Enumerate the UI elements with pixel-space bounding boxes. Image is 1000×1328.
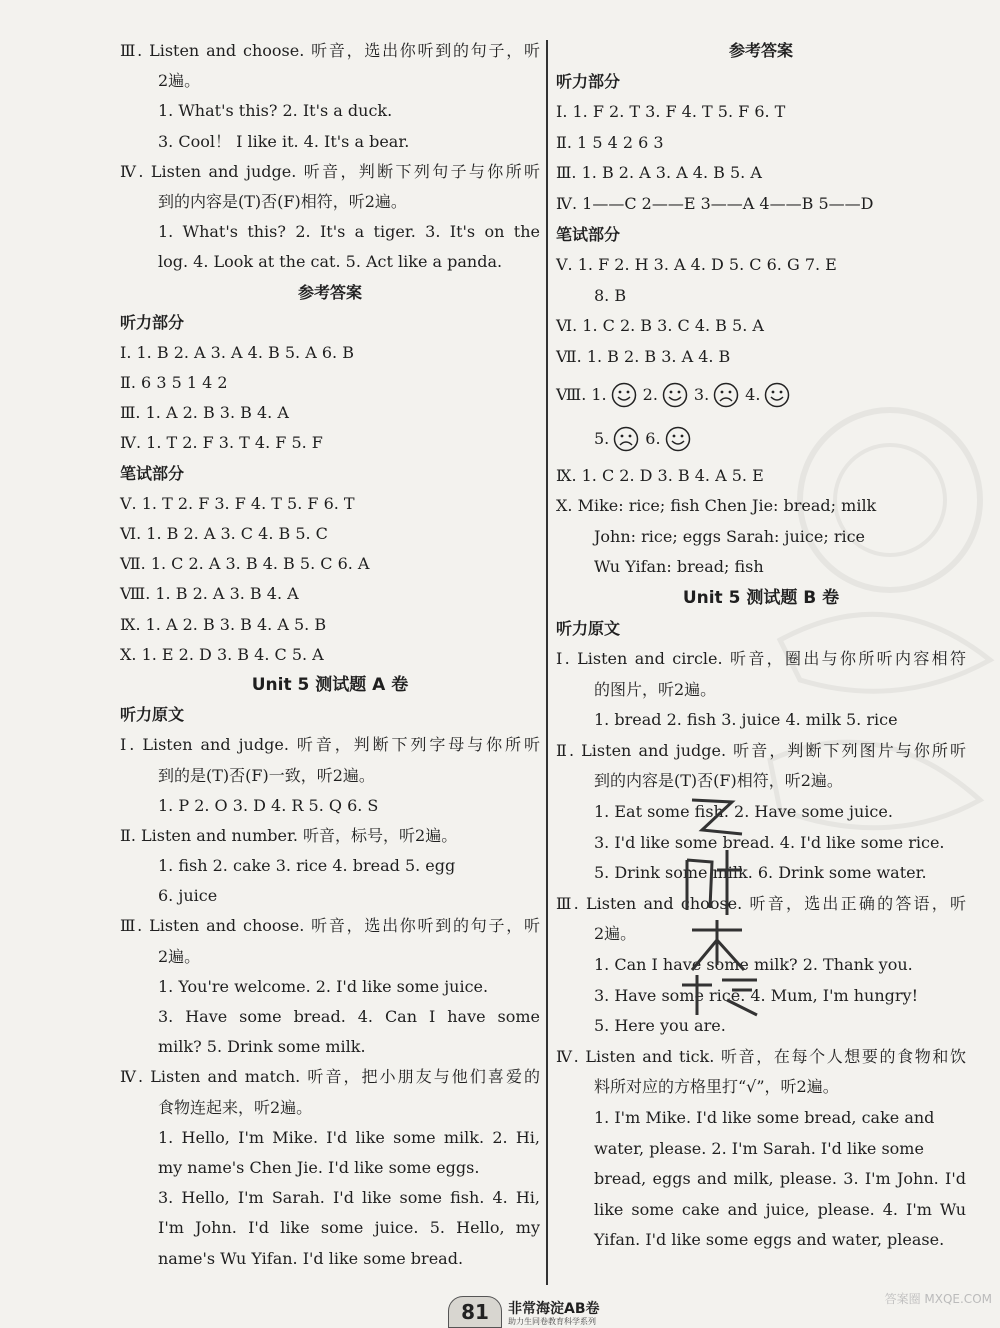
text-line: Ⅱ. 1 5 4 2 6 3 [556, 132, 664, 152]
face-answer-row [556, 373, 966, 417]
text-line: Ⅲ. 1. A 2. B 3. B 4. A [120, 403, 289, 423]
text-line: Ⅶ. 1. C 2. A 3. B 4. B 5. C 6. A [120, 554, 370, 574]
text-line: Ⅸ. 1. C 2. D 3. B 4. A 5. E [556, 465, 764, 485]
happy-face-icon [665, 426, 691, 452]
text-line: 到的内容是(T)否(F)相符，听2遍。 [158, 191, 407, 211]
text-line: 6. juice [158, 886, 218, 906]
text-line: 笔试部分 [120, 463, 185, 483]
text-line: 1. Eat some fish. 2. Have some juice. [594, 802, 893, 822]
text-line: like some cake and juice, please. 4. I'm Wu [594, 1199, 966, 1219]
text-line: I'm John. I'd like some juice. 5. Hello, my [158, 1218, 540, 1238]
text-line: my name's Chen Jie. I'd like some eggs. [158, 1157, 480, 1177]
brand-name: 非常海淀AB卷 [508, 1301, 600, 1317]
face-answer-number: 4. [745, 384, 761, 404]
text-line: Wu Yifan: bread; fish [594, 557, 764, 577]
right-column [556, 36, 966, 1256]
text-line: 8. B [594, 285, 627, 305]
text-line: Ⅰ. 1. B 2. A 3. A 4. B 5. A 6. B [120, 342, 354, 362]
face-answer-number: 6. [645, 428, 661, 448]
text-line: 1. Can I have some milk? 2. Thank you. [594, 955, 913, 975]
watermark-logo: 答案圈 MXQE.COM [884, 1292, 992, 1306]
text-line: Ⅸ. 1. A 2. B 3. B 4. A 5. B [120, 614, 327, 634]
happy-face-icon [764, 382, 790, 408]
text-line: Ⅰ. Listen and judge. 听音，判断下列字母与你所听 [120, 735, 540, 755]
text-line: 1. P 2. O 3. D 4. R 5. Q 6. S [158, 795, 379, 815]
text-line: 到的内容是(T)否(F)相符，听2遍。 [594, 771, 843, 791]
text-line: 1. bread 2. fish 3. juice 4. milk 5. rice [594, 710, 898, 730]
text-line: Ⅲ. Listen and choose. 听音，选出正确的答语，听 [556, 893, 966, 913]
text-line: Ⅵ. 1. B 2. A 3. C 4. B 5. C [120, 524, 328, 543]
text-line: water, please. 2. I'm Sarah. I'd like some [594, 1138, 924, 1158]
sad-face-icon [613, 426, 639, 452]
text-line: Ⅳ. Listen and judge. 听音，判断下列句子与你所听 [120, 161, 540, 181]
text-line: 笔试部分 [556, 224, 621, 244]
text-line: Ⅷ. 1. B 2. A 3. B 4. A [120, 584, 299, 604]
text-line: Ⅲ. Listen and choose. 听音，选出你听到的句子，听 [120, 916, 540, 936]
text-line: 3. Cool！ I like it. 4. It's a bear. [158, 131, 410, 151]
text-line: 2遍。 [158, 71, 201, 91]
face-answer-number: 5. [594, 428, 610, 448]
text-line: Ⅲ. 1. B 2. A 3. A 4. B 5. A [556, 163, 762, 183]
text-line: Unit 5 测试题 A 卷 [251, 674, 409, 695]
text-line: milk? 5. Drink some milk. [158, 1037, 366, 1057]
text-line: Ⅹ. 1. E 2. D 3. B 4. C 5. A [120, 644, 324, 664]
text-line: 1. What's this? 2. It's a duck. [158, 101, 393, 121]
text-line: 5. Here you are. [594, 1016, 726, 1036]
text-line: 听力原文 [120, 705, 185, 725]
text-line: 到的是(T)否(F)一致，听2遍。 [158, 765, 375, 785]
text-line: 2遍。 [594, 924, 637, 944]
face-answer-number: 2. [642, 384, 658, 404]
column-divider [546, 40, 548, 1285]
left-column [120, 36, 540, 1274]
text-line: 1. You're welcome. 2. I'd like some juice. [158, 976, 489, 996]
text-line: 料所对应的方格里打“√”，听2遍。 [594, 1077, 839, 1097]
text-line: 3. Hello, I'm Sarah. I'd like some fish. 4. Hi, [158, 1188, 540, 1208]
text-line: Ⅰ. Listen and circle. 听音，圈出与你所听内容相符 [556, 649, 966, 669]
text-line: Ⅳ. Listen and tick. 听音，在每个人想要的食物和饮 [556, 1046, 966, 1066]
text-line: 听力部分 [556, 71, 621, 91]
text-line: 1. fish 2. cake 3. rice 4. bread 5. egg [158, 856, 456, 876]
text-line: 参考答案 [297, 282, 362, 302]
happy-face-icon [611, 382, 637, 408]
text-line: 听力部分 [120, 312, 185, 332]
text-line: Ⅲ. Listen and choose. 听音，选出你听到的句子，听 [120, 41, 540, 60]
text-line: bread, eggs and milk, please. 3. I'm John. I'd [594, 1169, 966, 1189]
text-line: Unit 5 测试题 B 卷 [682, 587, 840, 608]
text-line: Ⅱ. Listen and number. 听音，标号，听2遍。 [120, 825, 458, 845]
text-line: 食物连起来，听2遍。 [158, 1097, 313, 1117]
text-line: Yifan. I'd like some eggs and water, please. [594, 1230, 945, 1250]
text-line: Ⅱ. Listen and judge. 听音，判断下列图片与你所听 [556, 740, 966, 760]
text-line: 5. Drink some milk. 6. Drink some water. [594, 863, 927, 883]
text-line: 听力原文 [556, 618, 621, 638]
brand-subtitle: 助力生同卷教育科学系列 [508, 1317, 596, 1326]
text-line: 2遍。 [158, 946, 201, 966]
text-line: Ⅹ. Mike: rice; fish Chen Jie: bread; milk [556, 496, 877, 516]
text-line: Ⅳ. 1. T 2. F 3. T 4. F 5. F [120, 433, 323, 453]
happy-face-icon [662, 382, 688, 408]
page-number: 81 [448, 1296, 502, 1328]
text-line: name's Wu Yifan. I'd like some bread. [158, 1248, 464, 1268]
text-line: 的图片，听2遍。 [594, 679, 717, 699]
text-line: 1. What's this? 2. It's a tiger. 3. It's on the [158, 222, 540, 242]
text-line: Ⅵ. 1. C 2. B 3. C 4. B 5. A [556, 316, 764, 336]
text-line: John: rice; eggs Sarah: juice; rice [594, 526, 866, 546]
face-answer-number: 3. [693, 384, 710, 404]
text-line: 3. I'd like some bread. 4. I'd like some rice. [594, 832, 945, 852]
text-line: Ⅴ. 1. T 2. F 3. F 4. T 5. F 6. T [120, 493, 355, 513]
text-line: 3. Have some rice. 4. Mum, I'm hungry! [594, 985, 919, 1005]
text-line: Ⅰ. 1. F 2. T 3. F 4. T 5. F 6. T [556, 102, 786, 122]
text-line: Ⅴ. 1. F 2. H 3. A 4. D 5. C 6. G 7. E [556, 255, 837, 275]
text-line: 1. Hello, I'm Mike. I'd like some milk. 2. Hi, [158, 1127, 540, 1147]
text-line: 1. I'm Mike. I'd like some bread, cake and [594, 1108, 935, 1127]
face-answer-row [556, 417, 966, 461]
text-line: Ⅳ. 1——C 2——E 3——A 4——B 5——D [556, 193, 874, 213]
sad-face-icon [713, 382, 739, 408]
text-line: log. 4. Look at the cat. 5. Act like a panda. [158, 252, 503, 272]
text-line: Ⅳ. Listen and match. 听音，把小朋友与他们喜爱的 [120, 1067, 540, 1087]
face-answer-number: Ⅷ. 1. [556, 384, 607, 404]
text-line: 参考答案 [728, 41, 793, 60]
handwritten-scribble [672, 790, 762, 1020]
text-line: 3. Have some bread. 4. Can I have some [158, 1007, 540, 1026]
text-line: Ⅶ. 1. B 2. B 3. A 4. B [556, 346, 731, 366]
page-footer [0, 1290, 1000, 1326]
text-line: Ⅱ. 6 3 5 1 4 2 [120, 373, 228, 393]
